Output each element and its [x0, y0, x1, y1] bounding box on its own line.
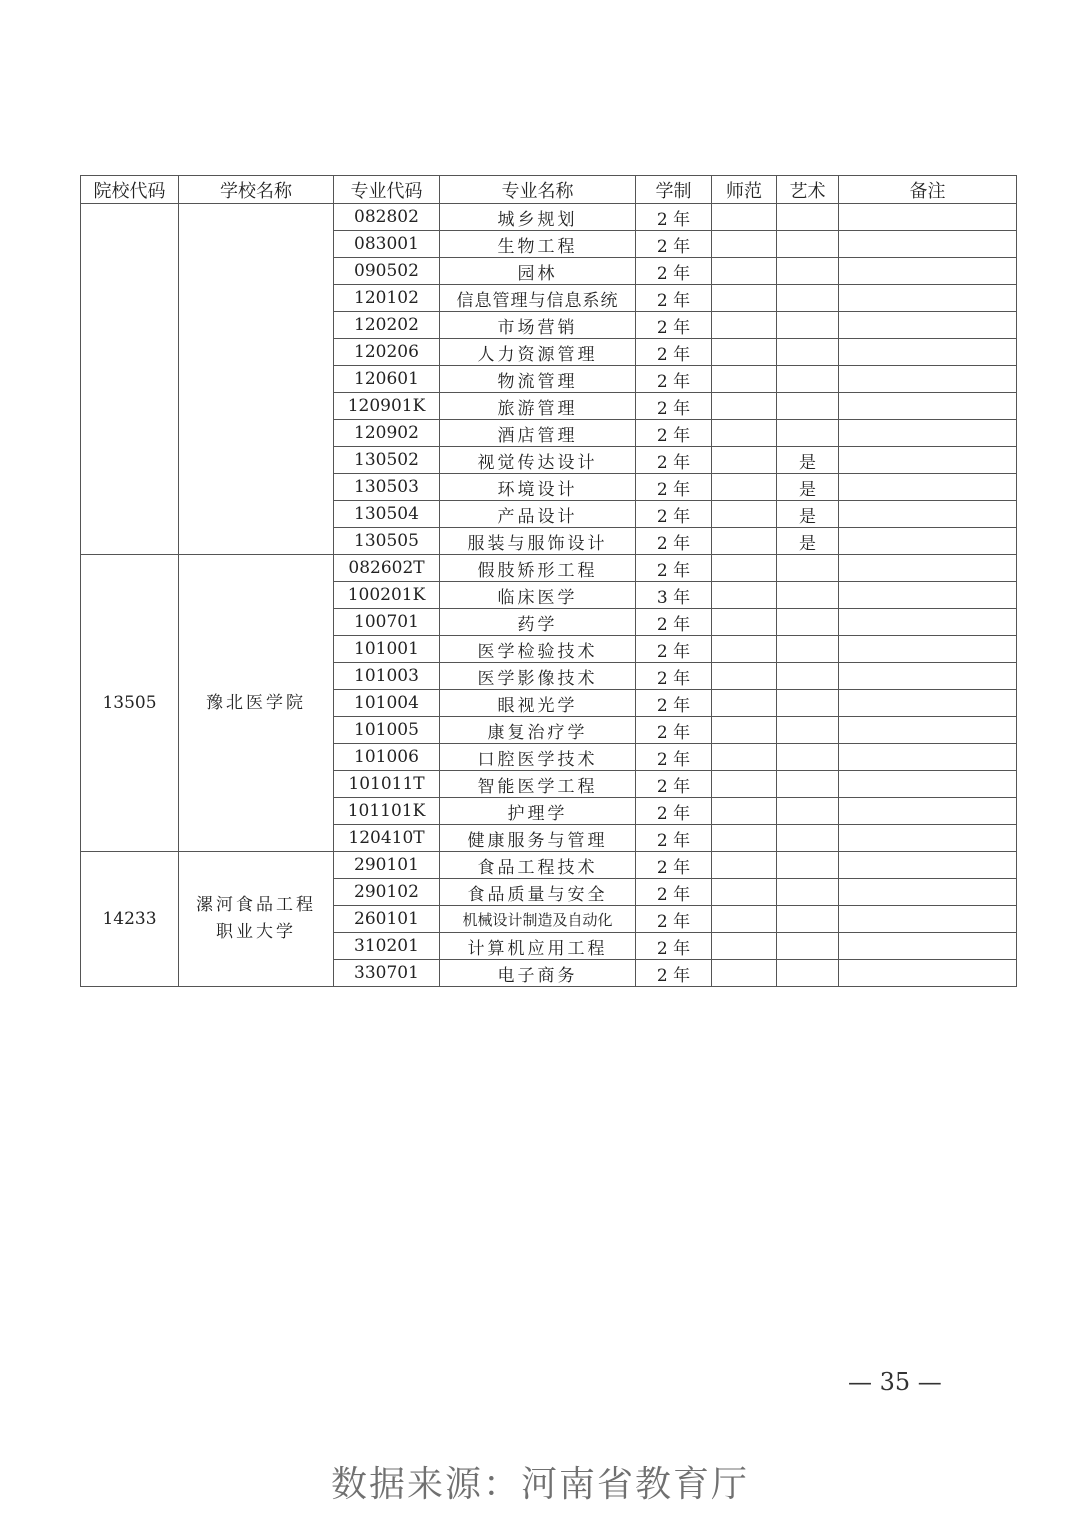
duration-cell: 2 年: [636, 933, 712, 960]
art-cell: [777, 582, 839, 609]
table-body: [81, 204, 1017, 987]
major-code-cell: 082802: [334, 204, 440, 231]
major-code-cell: 310201: [334, 933, 440, 960]
school-name-cell: [179, 852, 334, 987]
major-name-cell: 医学影像技术: [440, 663, 636, 690]
normal-cell: [712, 825, 777, 852]
major-name-cell: 旅游管理: [440, 393, 636, 420]
duration-cell: 2 年: [636, 312, 712, 339]
normal-cell: [712, 744, 777, 771]
major-code-cell: 120601: [334, 366, 440, 393]
normal-cell: [712, 528, 777, 555]
major-name-cell: 健康服务与管理: [440, 825, 636, 852]
duration-cell: 2 年: [636, 690, 712, 717]
major-code-cell: 101001: [334, 636, 440, 663]
duration-cell: 2 年: [636, 339, 712, 366]
major-name-cell: 临床医学: [440, 582, 636, 609]
normal-cell: [712, 663, 777, 690]
normal-cell: [712, 933, 777, 960]
art-cell: [777, 690, 839, 717]
major-code-cell: 101004: [334, 690, 440, 717]
school-name-cell: [179, 204, 334, 555]
major-code-cell: 100201K: [334, 582, 440, 609]
remarks-cell: [839, 339, 1017, 366]
duration-cell: 2 年: [636, 258, 712, 285]
art-cell: [777, 798, 839, 825]
header-school-name: 学校名称: [179, 176, 334, 204]
remarks-cell: [839, 690, 1017, 717]
duration-cell: 2 年: [636, 852, 712, 879]
major-code-cell: 290102: [334, 879, 440, 906]
major-name-cell: 机械设计制造及自动化: [440, 906, 636, 933]
duration-cell: 2 年: [636, 825, 712, 852]
normal-cell: [712, 312, 777, 339]
duration-cell: 3 年: [636, 582, 712, 609]
art-cell: [777, 663, 839, 690]
table-header-row: [81, 176, 1017, 204]
normal-cell: [712, 609, 777, 636]
remarks-cell: [839, 879, 1017, 906]
art-cell: [777, 231, 839, 258]
remarks-cell: [839, 366, 1017, 393]
art-cell: [777, 717, 839, 744]
header-duration: 学制: [636, 176, 712, 204]
art-cell: [777, 852, 839, 879]
major-name-cell: 视觉传达设计: [440, 447, 636, 474]
remarks-cell: [839, 555, 1017, 582]
header-school-code: 院校代码: [81, 176, 179, 204]
normal-cell: [712, 501, 777, 528]
remarks-cell: [839, 258, 1017, 285]
duration-cell: 2 年: [636, 771, 712, 798]
source-note: 数据来源：河南省教育厅: [330, 1464, 749, 1505]
duration-cell: 2 年: [636, 717, 712, 744]
remarks-cell: [839, 420, 1017, 447]
remarks-cell: [839, 609, 1017, 636]
major-code-cell: 290101: [334, 852, 440, 879]
major-name-cell: 护理学: [440, 798, 636, 825]
major-name-cell: 环境设计: [440, 474, 636, 501]
normal-cell: [712, 393, 777, 420]
major-name-cell: 电子商务: [440, 960, 636, 987]
major-code-cell: 083001: [334, 231, 440, 258]
art-cell: [777, 420, 839, 447]
duration-cell: 2 年: [636, 474, 712, 501]
major-code-cell: 130503: [334, 474, 440, 501]
major-name-cell: 药学: [440, 609, 636, 636]
art-cell: 是: [777, 447, 839, 474]
normal-cell: [712, 960, 777, 987]
normal-cell: [712, 339, 777, 366]
remarks-cell: [839, 447, 1017, 474]
art-cell: [777, 339, 839, 366]
header-major-code: 专业代码: [334, 176, 440, 204]
art-cell: [777, 285, 839, 312]
art-cell: [777, 933, 839, 960]
remarks-cell: [839, 393, 1017, 420]
majors-table: [80, 175, 1017, 987]
school-code-cell: 13505: [81, 555, 179, 852]
remarks-cell: [839, 852, 1017, 879]
art-cell: [777, 906, 839, 933]
major-name-cell: 信息管理与信息系统: [440, 285, 636, 312]
major-code-cell: 082602T: [334, 555, 440, 582]
duration-cell: 2 年: [636, 555, 712, 582]
remarks-cell: [839, 636, 1017, 663]
major-code-cell: 130502: [334, 447, 440, 474]
normal-cell: [712, 204, 777, 231]
major-name-cell: 人力资源管理: [440, 339, 636, 366]
header-remarks: 备注: [839, 176, 1017, 204]
duration-cell: 2 年: [636, 204, 712, 231]
table-row: [81, 204, 1017, 231]
remarks-cell: [839, 906, 1017, 933]
duration-cell: 2 年: [636, 879, 712, 906]
major-code-cell: 100701: [334, 609, 440, 636]
normal-cell: [712, 231, 777, 258]
normal-cell: [712, 447, 777, 474]
header-art: 艺术: [777, 176, 839, 204]
duration-cell: 2 年: [636, 636, 712, 663]
remarks-cell: [839, 960, 1017, 987]
remarks-cell: [839, 582, 1017, 609]
duration-cell: 2 年: [636, 447, 712, 474]
major-name-cell: 服装与服饰设计: [440, 528, 636, 555]
major-name-cell: 市场营销: [440, 312, 636, 339]
art-cell: [777, 960, 839, 987]
major-name-cell: 物流管理: [440, 366, 636, 393]
duration-cell: 2 年: [636, 960, 712, 987]
remarks-cell: [839, 825, 1017, 852]
duration-cell: 2 年: [636, 420, 712, 447]
duration-cell: 2 年: [636, 393, 712, 420]
school-code-cell: [81, 204, 179, 555]
art-cell: [777, 879, 839, 906]
art-cell: [777, 312, 839, 339]
major-code-cell: 101101K: [334, 798, 440, 825]
major-code-cell: 130505: [334, 528, 440, 555]
normal-cell: [712, 420, 777, 447]
normal-cell: [712, 771, 777, 798]
duration-cell: 2 年: [636, 663, 712, 690]
art-cell: 是: [777, 474, 839, 501]
normal-cell: [712, 798, 777, 825]
major-code-cell: 120206: [334, 339, 440, 366]
major-code-cell: 130504: [334, 501, 440, 528]
major-code-cell: 101006: [334, 744, 440, 771]
normal-cell: [712, 690, 777, 717]
header-normal: 师范: [712, 176, 777, 204]
normal-cell: [712, 258, 777, 285]
remarks-cell: [839, 474, 1017, 501]
normal-cell: [712, 474, 777, 501]
duration-cell: 2 年: [636, 798, 712, 825]
school-code-cell: 14233: [81, 852, 179, 987]
major-code-cell: 260101: [334, 906, 440, 933]
normal-cell: [712, 285, 777, 312]
school-name-cell: [179, 555, 334, 852]
table-row: [81, 555, 1017, 582]
major-name-cell: 智能医学工程: [440, 771, 636, 798]
normal-cell: [712, 366, 777, 393]
remarks-cell: [839, 933, 1017, 960]
major-code-cell: 120901K: [334, 393, 440, 420]
table-row: [81, 852, 1017, 879]
remarks-cell: [839, 771, 1017, 798]
art-cell: 是: [777, 528, 839, 555]
major-code-cell: 090502: [334, 258, 440, 285]
art-cell: [777, 204, 839, 231]
major-code-cell: 120410T: [334, 825, 440, 852]
major-code-cell: 120202: [334, 312, 440, 339]
normal-cell: [712, 906, 777, 933]
duration-cell: 2 年: [636, 609, 712, 636]
page-number: — 35 —: [848, 1368, 942, 1396]
remarks-cell: [839, 798, 1017, 825]
remarks-cell: [839, 528, 1017, 555]
art-cell: [777, 825, 839, 852]
remarks-cell: [839, 312, 1017, 339]
major-name-cell: 产品设计: [440, 501, 636, 528]
art-cell: [777, 771, 839, 798]
major-name-cell: 医学检验技术: [440, 636, 636, 663]
school-name-line: 豫北医学院: [206, 692, 306, 713]
duration-cell: 2 年: [636, 744, 712, 771]
duration-cell: 2 年: [636, 285, 712, 312]
normal-cell: [712, 717, 777, 744]
remarks-cell: [839, 744, 1017, 771]
normal-cell: [712, 636, 777, 663]
duration-cell: 2 年: [636, 528, 712, 555]
major-name-cell: 康复治疗学: [440, 717, 636, 744]
art-cell: [777, 555, 839, 582]
remarks-cell: [839, 204, 1017, 231]
normal-cell: [712, 582, 777, 609]
major-name-cell: 食品质量与安全: [440, 879, 636, 906]
major-code-cell: 120902: [334, 420, 440, 447]
major-code-cell: 101003: [334, 663, 440, 690]
major-name-cell: 酒店管理: [440, 420, 636, 447]
major-name-cell: 城乡规划: [440, 204, 636, 231]
school-name-line: 漯河食品工程: [196, 895, 316, 915]
major-name-cell: 计算机应用工程: [440, 933, 636, 960]
major-code-cell: 120102: [334, 285, 440, 312]
remarks-cell: [839, 663, 1017, 690]
major-name-cell: 眼视光学: [440, 690, 636, 717]
art-cell: [777, 744, 839, 771]
major-code-cell: 101005: [334, 717, 440, 744]
art-cell: [777, 366, 839, 393]
major-name-cell: 假肢矫形工程: [440, 555, 636, 582]
art-cell: [777, 609, 839, 636]
normal-cell: [712, 555, 777, 582]
remarks-cell: [839, 231, 1017, 258]
school-name-line: 职业大学: [216, 922, 296, 942]
normal-cell: [712, 852, 777, 879]
major-name-cell: 生物工程: [440, 231, 636, 258]
duration-cell: 2 年: [636, 906, 712, 933]
major-code-cell: 330701: [334, 960, 440, 987]
duration-cell: 2 年: [636, 231, 712, 258]
header-major-name: 专业名称: [440, 176, 636, 204]
duration-cell: 2 年: [636, 501, 712, 528]
remarks-cell: [839, 285, 1017, 312]
major-code-cell: 101011T: [334, 771, 440, 798]
art-cell: [777, 393, 839, 420]
remarks-cell: [839, 717, 1017, 744]
normal-cell: [712, 879, 777, 906]
art-cell: 是: [777, 501, 839, 528]
major-name-cell: 园林: [440, 258, 636, 285]
remarks-cell: [839, 501, 1017, 528]
art-cell: [777, 258, 839, 285]
major-name-cell: 口腔医学技术: [440, 744, 636, 771]
art-cell: [777, 636, 839, 663]
duration-cell: 2 年: [636, 366, 712, 393]
major-name-cell: 食品工程技术: [440, 852, 636, 879]
